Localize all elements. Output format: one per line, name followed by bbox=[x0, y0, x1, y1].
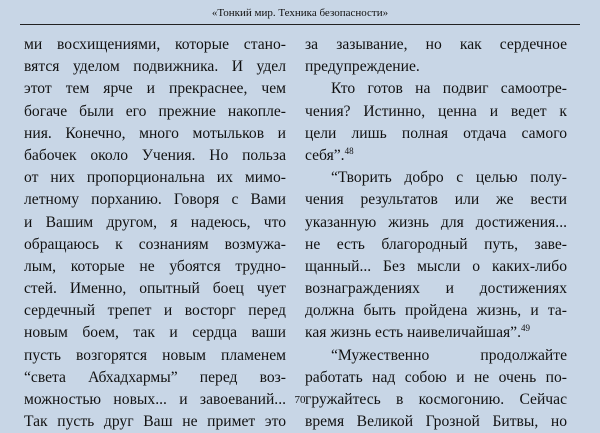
text-line: Так пусть друг Ваш не примет это bbox=[24, 413, 286, 431]
text-line: цели лишь полная отдача самого bbox=[305, 124, 567, 142]
text-line: вознаграждениях и достижениях bbox=[305, 280, 567, 298]
text-line: предупреждение. bbox=[305, 58, 420, 76]
text-line: стей. Именно, опытный боец чует bbox=[24, 280, 286, 298]
text-line: указанную жизнь для достижения... bbox=[305, 213, 567, 231]
page-number: 70 bbox=[294, 394, 306, 406]
text-line: летному порханию. Говоря с Вами bbox=[24, 191, 286, 209]
text-line: вятся уделом подвижника. И удел bbox=[24, 58, 286, 76]
line-text: кая жизнь есть наивеличайшая”. bbox=[305, 324, 521, 342]
left-column bbox=[24, 34, 286, 433]
text-line: “Творить добро с целью полу- bbox=[331, 169, 567, 187]
text-line: “света Абхадхармы” перед воз- bbox=[24, 368, 286, 386]
text-line: от них пропорциональна их мимо- bbox=[24, 169, 286, 187]
text-line: гружайтесь в космогонию. Сейчас bbox=[305, 391, 567, 408]
text-line: ми восхищениями, которые стано- bbox=[24, 36, 286, 53]
text-line: работать над собою и не очень по- bbox=[305, 368, 567, 386]
text-line: обращаюсь к сознаниям возмужа- bbox=[24, 235, 286, 253]
text-line: этот тем ярче и прекраснее, чем bbox=[24, 80, 286, 98]
text-line: и Вашим другом, я надеюсь, что bbox=[24, 213, 286, 231]
text-line: чения результатов или же вести bbox=[305, 191, 567, 209]
text-line: новым боем, так и сердца ваши bbox=[24, 324, 286, 342]
right-column bbox=[305, 34, 567, 433]
text-line: богаче были его прежние накопле- bbox=[24, 102, 286, 120]
text-line: щанный... Без мысли о каких-либо bbox=[305, 257, 567, 275]
running-header: «Тонкий мир. Техника безопасности» bbox=[211, 7, 389, 19]
text-line: бабочек около Учения. Но польза bbox=[24, 146, 286, 164]
text-line: время Великой Грозной Битвы, но bbox=[305, 413, 567, 431]
text-line: чения? Истинно, ценна и ведет к bbox=[305, 102, 567, 120]
text-line: не есть благородный путь, заве- bbox=[305, 235, 567, 253]
text-line: “Мужественно продолжайте bbox=[331, 346, 567, 364]
header-rule bbox=[20, 24, 580, 25]
footnote-ref: 48 bbox=[344, 145, 354, 156]
text-line bbox=[305, 322, 567, 344]
text-line: ния. Конечно, много мотыльков и bbox=[24, 124, 286, 142]
text-line: можностью новых... и завоеваний... bbox=[24, 391, 286, 408]
text-line: лым, которые не убоятся трудно- bbox=[24, 257, 286, 275]
line-text: себя”. bbox=[305, 146, 345, 164]
text-line: сердечный трепет и восторг перед bbox=[24, 302, 286, 320]
text-line: должна быть пройдена жизнь, и та- bbox=[305, 302, 567, 320]
text-line: за зазывание, но как сердечное bbox=[305, 36, 567, 53]
text-line: Кто готов на подвиг самоотре- bbox=[331, 80, 567, 98]
text-line: пусть возгорятся новым пламенем bbox=[24, 346, 286, 364]
text-line bbox=[305, 145, 567, 167]
footnote-ref: 49 bbox=[520, 323, 530, 334]
